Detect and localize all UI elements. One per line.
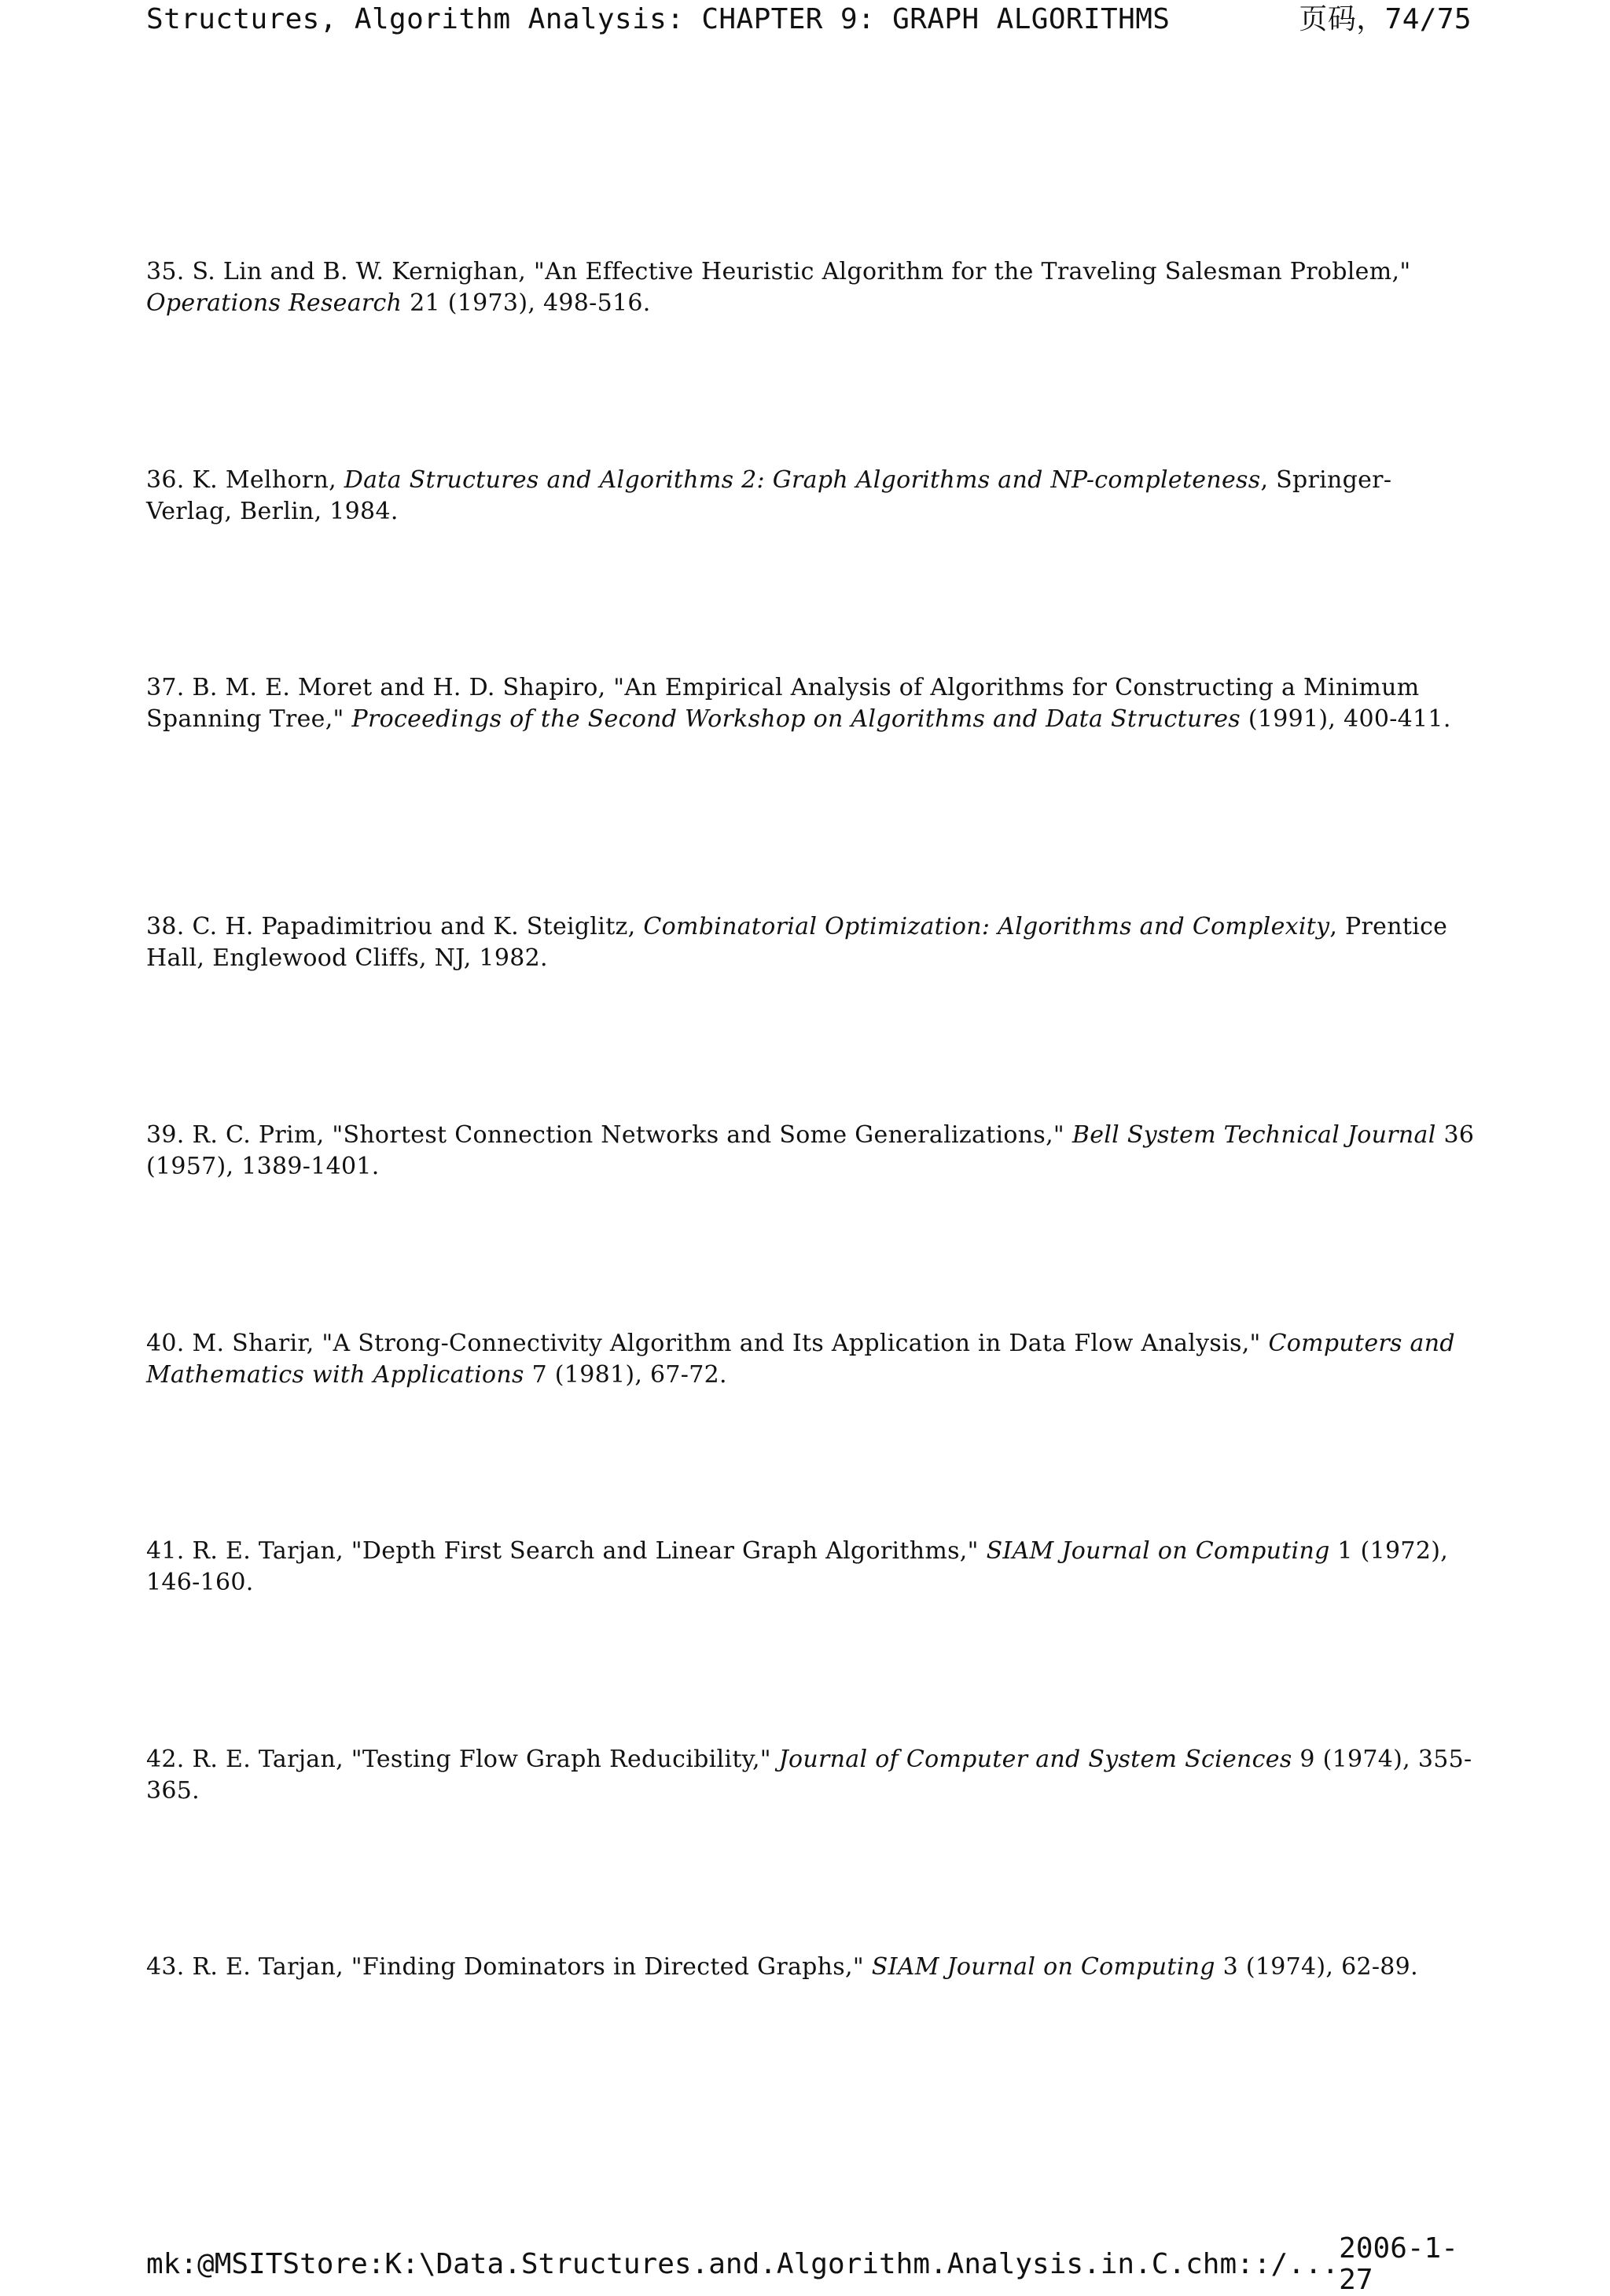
- footer-date: 2006-1-27: [1339, 2232, 1458, 2296]
- ref-volume: 9: [1299, 1746, 1315, 1773]
- ref-tail: (1974), 62-89.: [1245, 1953, 1418, 1981]
- reference-35: [146, 256, 1475, 319]
- ref-title: "A Strong-Connectivity Algorithm and Its Application in Data Flow Analysis,": [322, 1330, 1261, 1357]
- ref-number: 36.: [146, 466, 185, 494]
- ref-venue: Journal of Computer and System Sciences: [778, 1746, 1292, 1773]
- ref-authors: C. H. Papadimitriou and K. Steiglitz,: [192, 913, 636, 940]
- ref-volume: 3: [1222, 1953, 1239, 1981]
- ref-title: "Finding Dominators in Directed Graphs,": [351, 1953, 864, 1981]
- ref-title: "Testing Flow Graph Reducibility,": [351, 1746, 771, 1773]
- page-number: 页码，74/75: [1299, 3, 1472, 35]
- reference-38: [146, 911, 1475, 974]
- ref-venue: Operations Research: [146, 289, 402, 317]
- ref-volume: 7: [531, 1361, 547, 1389]
- ref-authors: K. Melhorn,: [192, 466, 336, 494]
- ref-tail: , Springer-Verlag, Berlin, 1984.: [146, 466, 1392, 525]
- ref-tail: (1957), 1389-1401.: [146, 1153, 380, 1180]
- ref-tail: (1973), 498-516.: [447, 289, 651, 317]
- ref-authors: S. Lin and B. W. Kernighan,: [192, 258, 527, 285]
- ref-title: "An Effective Heuristic Algorithm for the Traveling Salesman Problem,": [533, 258, 1411, 285]
- footer-source-path: mk:@MSITStore:K:\Data.Structures.and.Algorithm.Analysis.in.C.chm::/...: [146, 2248, 1340, 2280]
- page-header: [146, 0, 1472, 39]
- ref-authors: R. E. Tarjan,: [192, 1953, 344, 1981]
- ref-authors: B. M. E. Moret and H. D. Shapiro,: [192, 674, 606, 701]
- ref-title: "An Empirical Analysis of Algorithms for Constructing a Minimum Spanning Tree,": [146, 674, 1420, 733]
- ref-authors: R. E. Tarjan,: [192, 1746, 344, 1773]
- ref-volume: 1: [1337, 1537, 1353, 1565]
- reference-37: [146, 672, 1475, 735]
- ref-number: 43.: [146, 1953, 185, 1981]
- ref-authors: M. Sharir,: [192, 1330, 314, 1357]
- reference-43: [146, 1952, 1475, 1983]
- ref-tail: (1974), 355-365.: [146, 1746, 1472, 1805]
- ref-venue: Computers and Mathematics with Applications: [146, 1330, 1455, 1389]
- ref-number: 40.: [146, 1330, 185, 1357]
- page-footer: [146, 2232, 1472, 2296]
- ref-number: 41.: [146, 1537, 185, 1565]
- ref-title: "Shortest Connection Networks and Some Generalizations,": [332, 1121, 1065, 1149]
- ref-tail: , Prentice Hall, Englewood Cliffs, NJ, 1982.: [146, 913, 1448, 972]
- ref-number: 37.: [146, 674, 185, 701]
- ref-venue: Proceedings of the Second Workshop on Algorithms and Data Structures: [351, 705, 1241, 733]
- ref-number: 39.: [146, 1121, 185, 1149]
- ref-venue: Bell System Technical Journal: [1071, 1121, 1436, 1149]
- ref-venue: SIAM Journal on Computing: [986, 1537, 1330, 1565]
- ref-number: 35.: [146, 258, 185, 285]
- ref-authors: R. E. Tarjan,: [192, 1537, 344, 1565]
- ref-volume: 21: [410, 289, 440, 317]
- ref-number: 42.: [146, 1746, 185, 1773]
- reference-42: [146, 1744, 1475, 1807]
- ref-tail: (1972), 146-160.: [146, 1537, 1449, 1596]
- reference-36: [146, 465, 1475, 528]
- ref-volume: 36: [1443, 1121, 1475, 1149]
- ref-tail: (1991), 400-411.: [1248, 705, 1451, 733]
- reference-40: [146, 1328, 1475, 1391]
- header-title: Structures, Algorithm Analysis: CHAPTER 9: GRAPH ALGORITHMS: [146, 3, 1171, 35]
- ref-venue: Data Structures and Algorithms 2: Graph Algorithms and NP-completeness: [344, 466, 1261, 494]
- reference-39: [146, 1120, 1475, 1183]
- ref-authors: R. C. Prim,: [192, 1121, 325, 1149]
- ref-venue: Combinatorial Optimization: Algorithms and Complexity: [643, 913, 1330, 940]
- ref-venue: SIAM Journal on Computing: [871, 1953, 1215, 1981]
- ref-tail: (1981), 67-72.: [554, 1361, 727, 1389]
- reference-41: [146, 1536, 1475, 1599]
- ref-title: "Depth First Search and Linear Graph Algorithms,": [351, 1537, 979, 1565]
- ref-number: 38.: [146, 913, 185, 940]
